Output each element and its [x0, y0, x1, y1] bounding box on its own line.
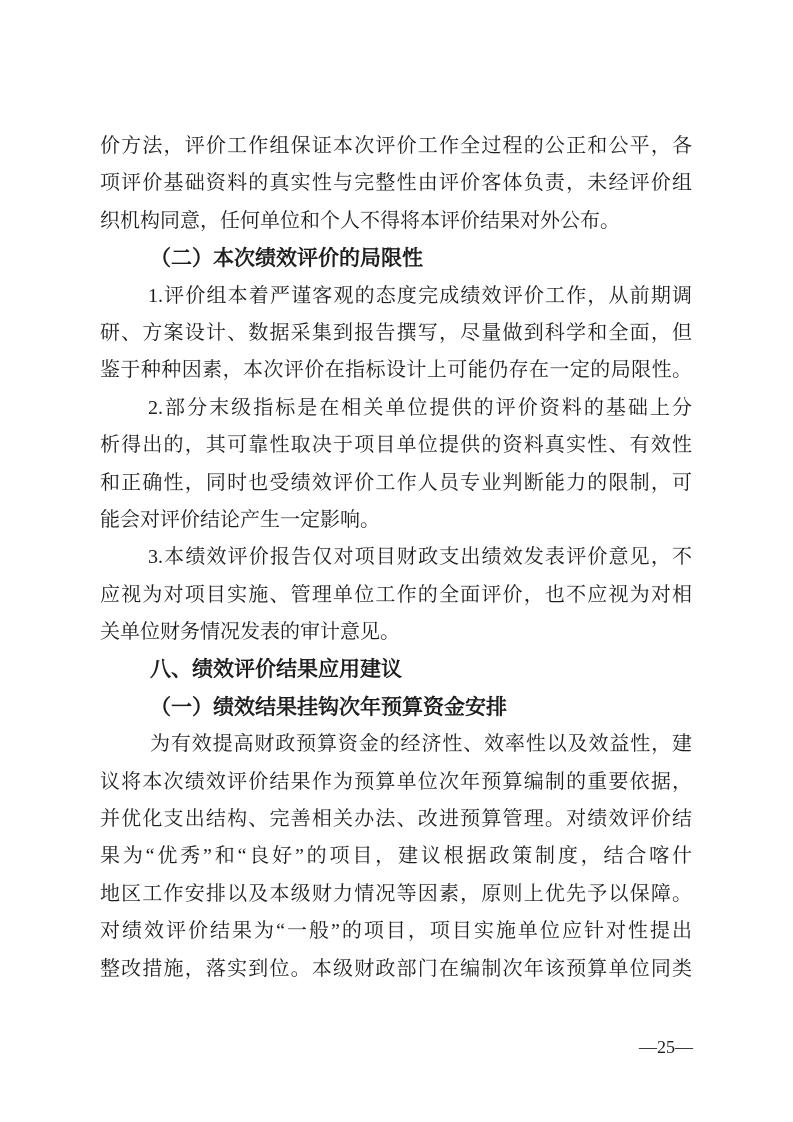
- text-line: 1.评价组本着严谨客观的态度完成绩效评价工作，从前期调: [148, 284, 692, 307]
- text-line: 2.部分末级指标是在相关单位提供的评价资料的基础上分: [148, 396, 692, 419]
- text-line: 和正确性，同时也受绩效评价工作人员专业判断能力的限制，可: [100, 471, 692, 494]
- subheading-limitations: （二）本次绩效评价的局限性: [150, 246, 423, 271]
- text-line: 议将本次绩效评价结果作为预算单位次年预算编制的重要依据，: [100, 770, 692, 793]
- text-line: 3.本绩效评价报告仅对项目财政支出绩效发表评价意见，不: [148, 546, 692, 569]
- page-number: —25—: [639, 1037, 693, 1057]
- text-line: 项评价基础资料的真实性与完整性由评价客体负责，未经评价组: [100, 172, 692, 195]
- text-line: 价方法，评价工作组保证本次评价工作全过程的公正和公平，各: [100, 135, 692, 157]
- text-line: 析得出的，其可靠性取决于项目单位提供的资料真实性、有效性: [100, 434, 692, 457]
- text-line: 关单位财务情况发表的审计意见。: [100, 621, 400, 644]
- text-line: 织机构同意，任何单位和个人不得将本评价结果对外公布。: [100, 209, 620, 232]
- subheading-budget-linkage: （一）绩效结果挂钩次年预算资金安排: [150, 694, 507, 719]
- heading-results-application: 八、绩效评价结果应用建议: [150, 658, 402, 682]
- page-body-text: [100, 128, 692, 988]
- text-line: 整改措施，落实到位。本级财政部门在编制次年该预算单位同类: [100, 957, 692, 980]
- text-line: 研、方案设计、数据采集到报告撰写，尽量做到科学和全面，但: [100, 321, 692, 344]
- text-line: 鉴于种种因素，本次评价在指标设计上可能仍存在一定的局限性。: [100, 359, 692, 382]
- text-line: 应视为对项目实施、管理单位工作的全面评价，也不应视为对相: [100, 583, 692, 606]
- text-line: 并优化支出结构、完善相关办法、改进预算管理。对绩效评价结: [100, 808, 692, 831]
- text-line: 果为“优秀”和“良好”的项目，建议根据政策制度，结合喀什: [100, 845, 692, 868]
- text-line: 对绩效评价结果为“一般”的项目，项目实施单位应针对性提出: [100, 920, 692, 943]
- text-line: 为有效提高财政预算资金的经济性、效率性以及效益性，建: [150, 733, 692, 756]
- text-line: 能会对评价结论产生一定影响。: [100, 508, 380, 531]
- text-line: 地区工作安排以及本级财力情况等因素，原则上优先予以保障。: [100, 882, 692, 905]
